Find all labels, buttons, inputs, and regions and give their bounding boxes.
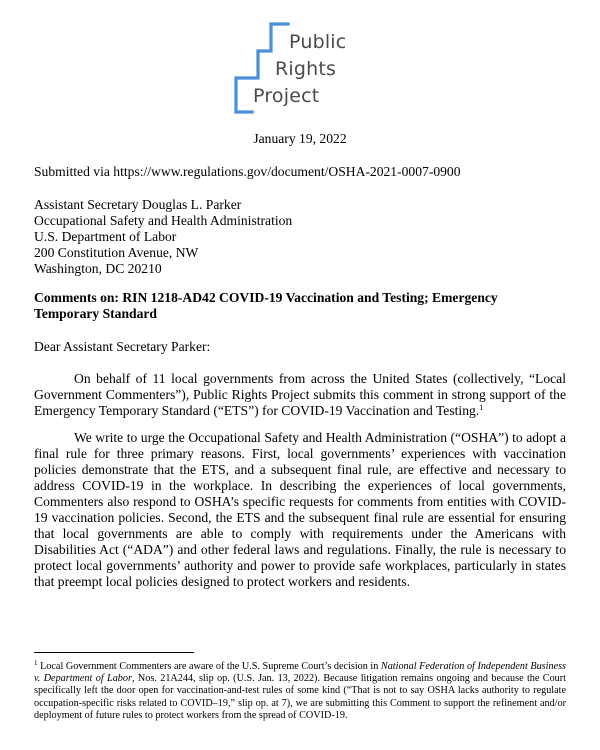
paragraph-intro-text: On behalf of 11 local governments from across the United States (collectively, “Local Government Commenters”), Public Rights Project submits this comment in strong support of the Emergency Temporary Standard (“ETS”) for COVID-19 Vaccination and Testing. — [34, 371, 566, 418]
footnote-divider — [34, 652, 194, 653]
address-line: Occupational Safety and Health Administration — [34, 213, 293, 228]
footnote-text-before: Local Government Commenters are aware of the U.S. Supreme Court’s decision in — [40, 661, 381, 672]
letter-date: January 19, 2022 — [253, 131, 347, 146]
logo-word-public: Public — [289, 31, 347, 53]
footnote-case-name: National Federation of Independent Business v. Department of Labor — [34, 661, 567, 685]
public-rights-project-logo — [232, 20, 372, 116]
logo-word-rights: Rights — [275, 58, 337, 80]
salutation: Dear Assistant Secretary Parker: — [34, 339, 211, 354]
address-line: Assistant Secretary Douglas L. Parker — [34, 197, 242, 212]
paragraph-reasons: We write to urge the Occupational Safety and Health Administration (“OSHA”) to adopt a final rule for three primary reasons. First, local governments’ experiences with vaccination policies demonstrate that the ETS, and a subsequent final rule, are effective and necessary to address COVID-19 in the workplace. In describing the experiences of local governments, Commenters also respond to OSHA’s specific requests for comments from entities with COVID-19 vaccination policies. Second, the ETS and the subsequent final rule are essential for ensuring that local governments are able to comply with requirements under the Americans with Disabilities Act (“ADA”) and other federal laws and regulations. Finally, the rule is necessary to protect local governments’ authority and power to provide safe workplaces, particularly in states that preempt local policies designed to protect workers and residents. — [34, 430, 566, 589]
logo-word-project: Project — [253, 85, 320, 107]
recipient-address — [34, 197, 566, 277]
address-line: 200 Constitution Avenue, NW — [34, 245, 199, 260]
footnote — [34, 661, 566, 722]
submission-line: Submitted via https://www.regulations.gov/document/OSHA-2021-0007-0900 — [34, 164, 461, 179]
address-line: Washington, DC 20210 — [34, 261, 162, 276]
footnote-text-after: , Nos. 21A244, slip op. (U.S. Jan. 13, 2022). Because litigation remains ongoing and because the Court specifically left the door open for vaccination-and-test rules of some kind (“That is not to say OSHA lacks authority to regulate occupation-specific risks related to COVID–19,” slip op. at 7), we are submitting this Comment to support the refinement and/or deployment of future rules to protect workers from the spread of COVID-19. — [34, 673, 566, 721]
paragraph-intro — [34, 371, 566, 419]
footnote-number: 1 — [34, 659, 38, 667]
address-line: U.S. Department of Labor — [34, 229, 177, 244]
footnote-reference: 1 — [479, 403, 484, 412]
subject-heading: Comments on: RIN 1218-AD42 COVID-19 Vaccination and Testing; Emergency Temporary Standard — [34, 290, 498, 321]
